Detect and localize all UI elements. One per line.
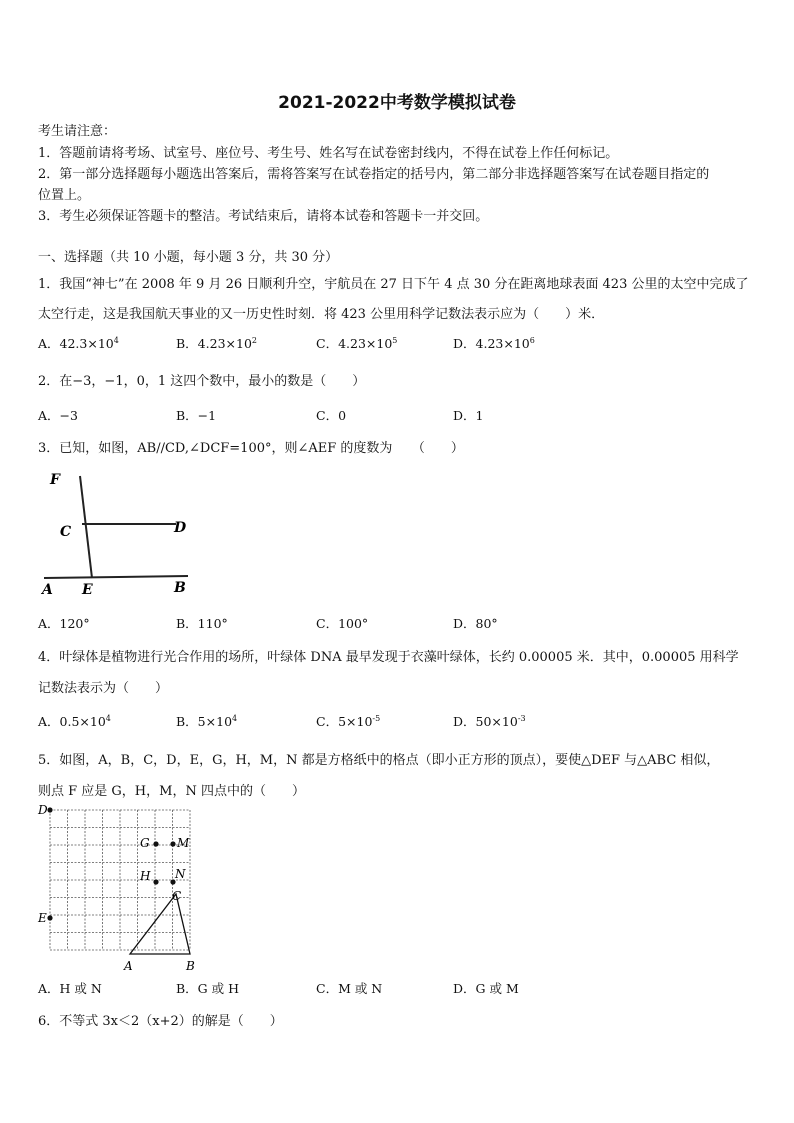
q5-grid-figure — [36, 800, 202, 974]
label-b: B — [186, 959, 195, 973]
q1-option-b: B．$4.23\times 10^2$ — [176, 336, 257, 351]
q3-option-d: D．80° — [453, 616, 498, 631]
point-d — [47, 807, 52, 812]
q3-option-c: C．100° — [316, 616, 369, 631]
q5-option-c: C．M 或 N — [316, 981, 383, 996]
label-f: F — [50, 472, 60, 488]
q5-option-a: A．H 或 N — [38, 981, 102, 996]
notice-item-3: 3．考生必须保证答题卡的整洁。考试结束后，请将本试卷和答题卡一并交回。 — [38, 209, 489, 224]
label-n: N — [175, 867, 186, 881]
label-c: C — [172, 889, 182, 903]
q4-option-b: B．$5\times 10^4$ — [176, 714, 238, 729]
question-4-line-2: 记数法表示为（ ） — [38, 681, 169, 696]
q3-figure — [36, 458, 196, 600]
label-a: A — [42, 582, 53, 598]
q1-option-a: A．$42.3\times 10^4$ — [38, 336, 119, 351]
label-m: M — [177, 836, 190, 850]
exam-title: 2021-2022中考数学模拟试卷 — [278, 93, 516, 113]
grid-lines — [50, 810, 190, 950]
notice-item-2-cont: 位置上。 — [38, 188, 91, 203]
label-c: C — [60, 524, 72, 540]
notice-item-1: 1．答题前请将考场、试室号、座位号、考生号、姓名写在试卷密封线内，不得在试卷上作任何标记。 — [38, 146, 619, 161]
q4-option-d: D．$50\times 10^{-3}$ — [453, 714, 526, 729]
q5-option-b: B．G 或 H — [176, 981, 240, 996]
q2-option-c: C．0 — [316, 408, 347, 423]
q4-option-c: C．$5\times 10^{-5}$ — [316, 714, 381, 729]
label-d: D — [38, 803, 48, 817]
point-g — [153, 841, 158, 846]
label-h: H — [140, 869, 151, 883]
question-5-line-1: 5．如图，A，B，C，D，E，G，H，M，N 都是方格纸中的格点（即小正方形的顶点），要使△DEF 与△ABC 相似， — [38, 753, 720, 768]
question-3: 3．已知，如图，AB//CD,∠DCF=100°，则∠AEF 的度数为 （ ） — [38, 441, 464, 456]
question-6: 6．不等式 3x＜2（x+2）的解是（ ） — [38, 1014, 283, 1029]
question-1-line-2: 太空行走，这是我国航天事业的又一历史性时刻．将 423 公里用科学记数法表示应为（ ）米． — [38, 307, 605, 322]
triangle-abc — [130, 894, 190, 954]
q2-option-a: A．−3 — [38, 408, 78, 423]
label-d: D — [174, 520, 187, 536]
q1-option-d: D．$4.23\times 10^6$ — [453, 336, 535, 351]
label-a: A — [124, 959, 133, 973]
q3-option-b: B．110° — [176, 616, 228, 631]
question-2: 2．在−3，−1，0，1 这四个数中，最小的数是（ ） — [38, 374, 366, 389]
line-ab — [44, 576, 188, 578]
notice-item-2: 2．第一部分选择题每小题选出答案后，需将答案写在试卷指定的括号内，第二部分非选择题答案写在试卷题目指定的 — [38, 167, 710, 182]
label-e: E — [38, 911, 47, 925]
label-g: G — [140, 836, 150, 850]
q5-option-d: D．G 或 M — [453, 981, 519, 996]
section-heading: 一、选择题（共 10 小题，每小题 3 分，共 30 分） — [38, 250, 339, 265]
q3-option-a: A．120° — [38, 616, 90, 631]
label-b: B — [174, 580, 186, 596]
q4-option-a: A．$0.5\times 10^4$ — [38, 714, 111, 729]
question-5-line-2: 则点 F 应是 G，H，M，N 四点中的（ ） — [38, 784, 305, 799]
point-h — [153, 879, 158, 884]
q1-option-c: C．$4.23\times 10^5$ — [316, 336, 398, 351]
line-fe — [80, 476, 92, 578]
label-e: E — [82, 582, 93, 598]
q2-option-b: B．−1 — [176, 408, 217, 423]
q2-option-d: D．1 — [453, 408, 484, 423]
notice-heading: 考生请注意： — [38, 124, 117, 139]
point-m — [170, 841, 175, 846]
question-4-line-1: 4．叶绿体是植物进行光合作用的场所，叶绿体 DNA 最早发现于衣藻叶绿体，长约 0.00005 米．其中，0.00005 用科学 — [38, 650, 739, 665]
question-1-line-1: 1．我国“神七”在 2008 年 9 月 26 日顺利升空，宇航员在 27 日下午 4 点 30 分在距离地球表面 423 公里的太空中完成了 — [38, 277, 749, 292]
point-e — [47, 915, 52, 920]
